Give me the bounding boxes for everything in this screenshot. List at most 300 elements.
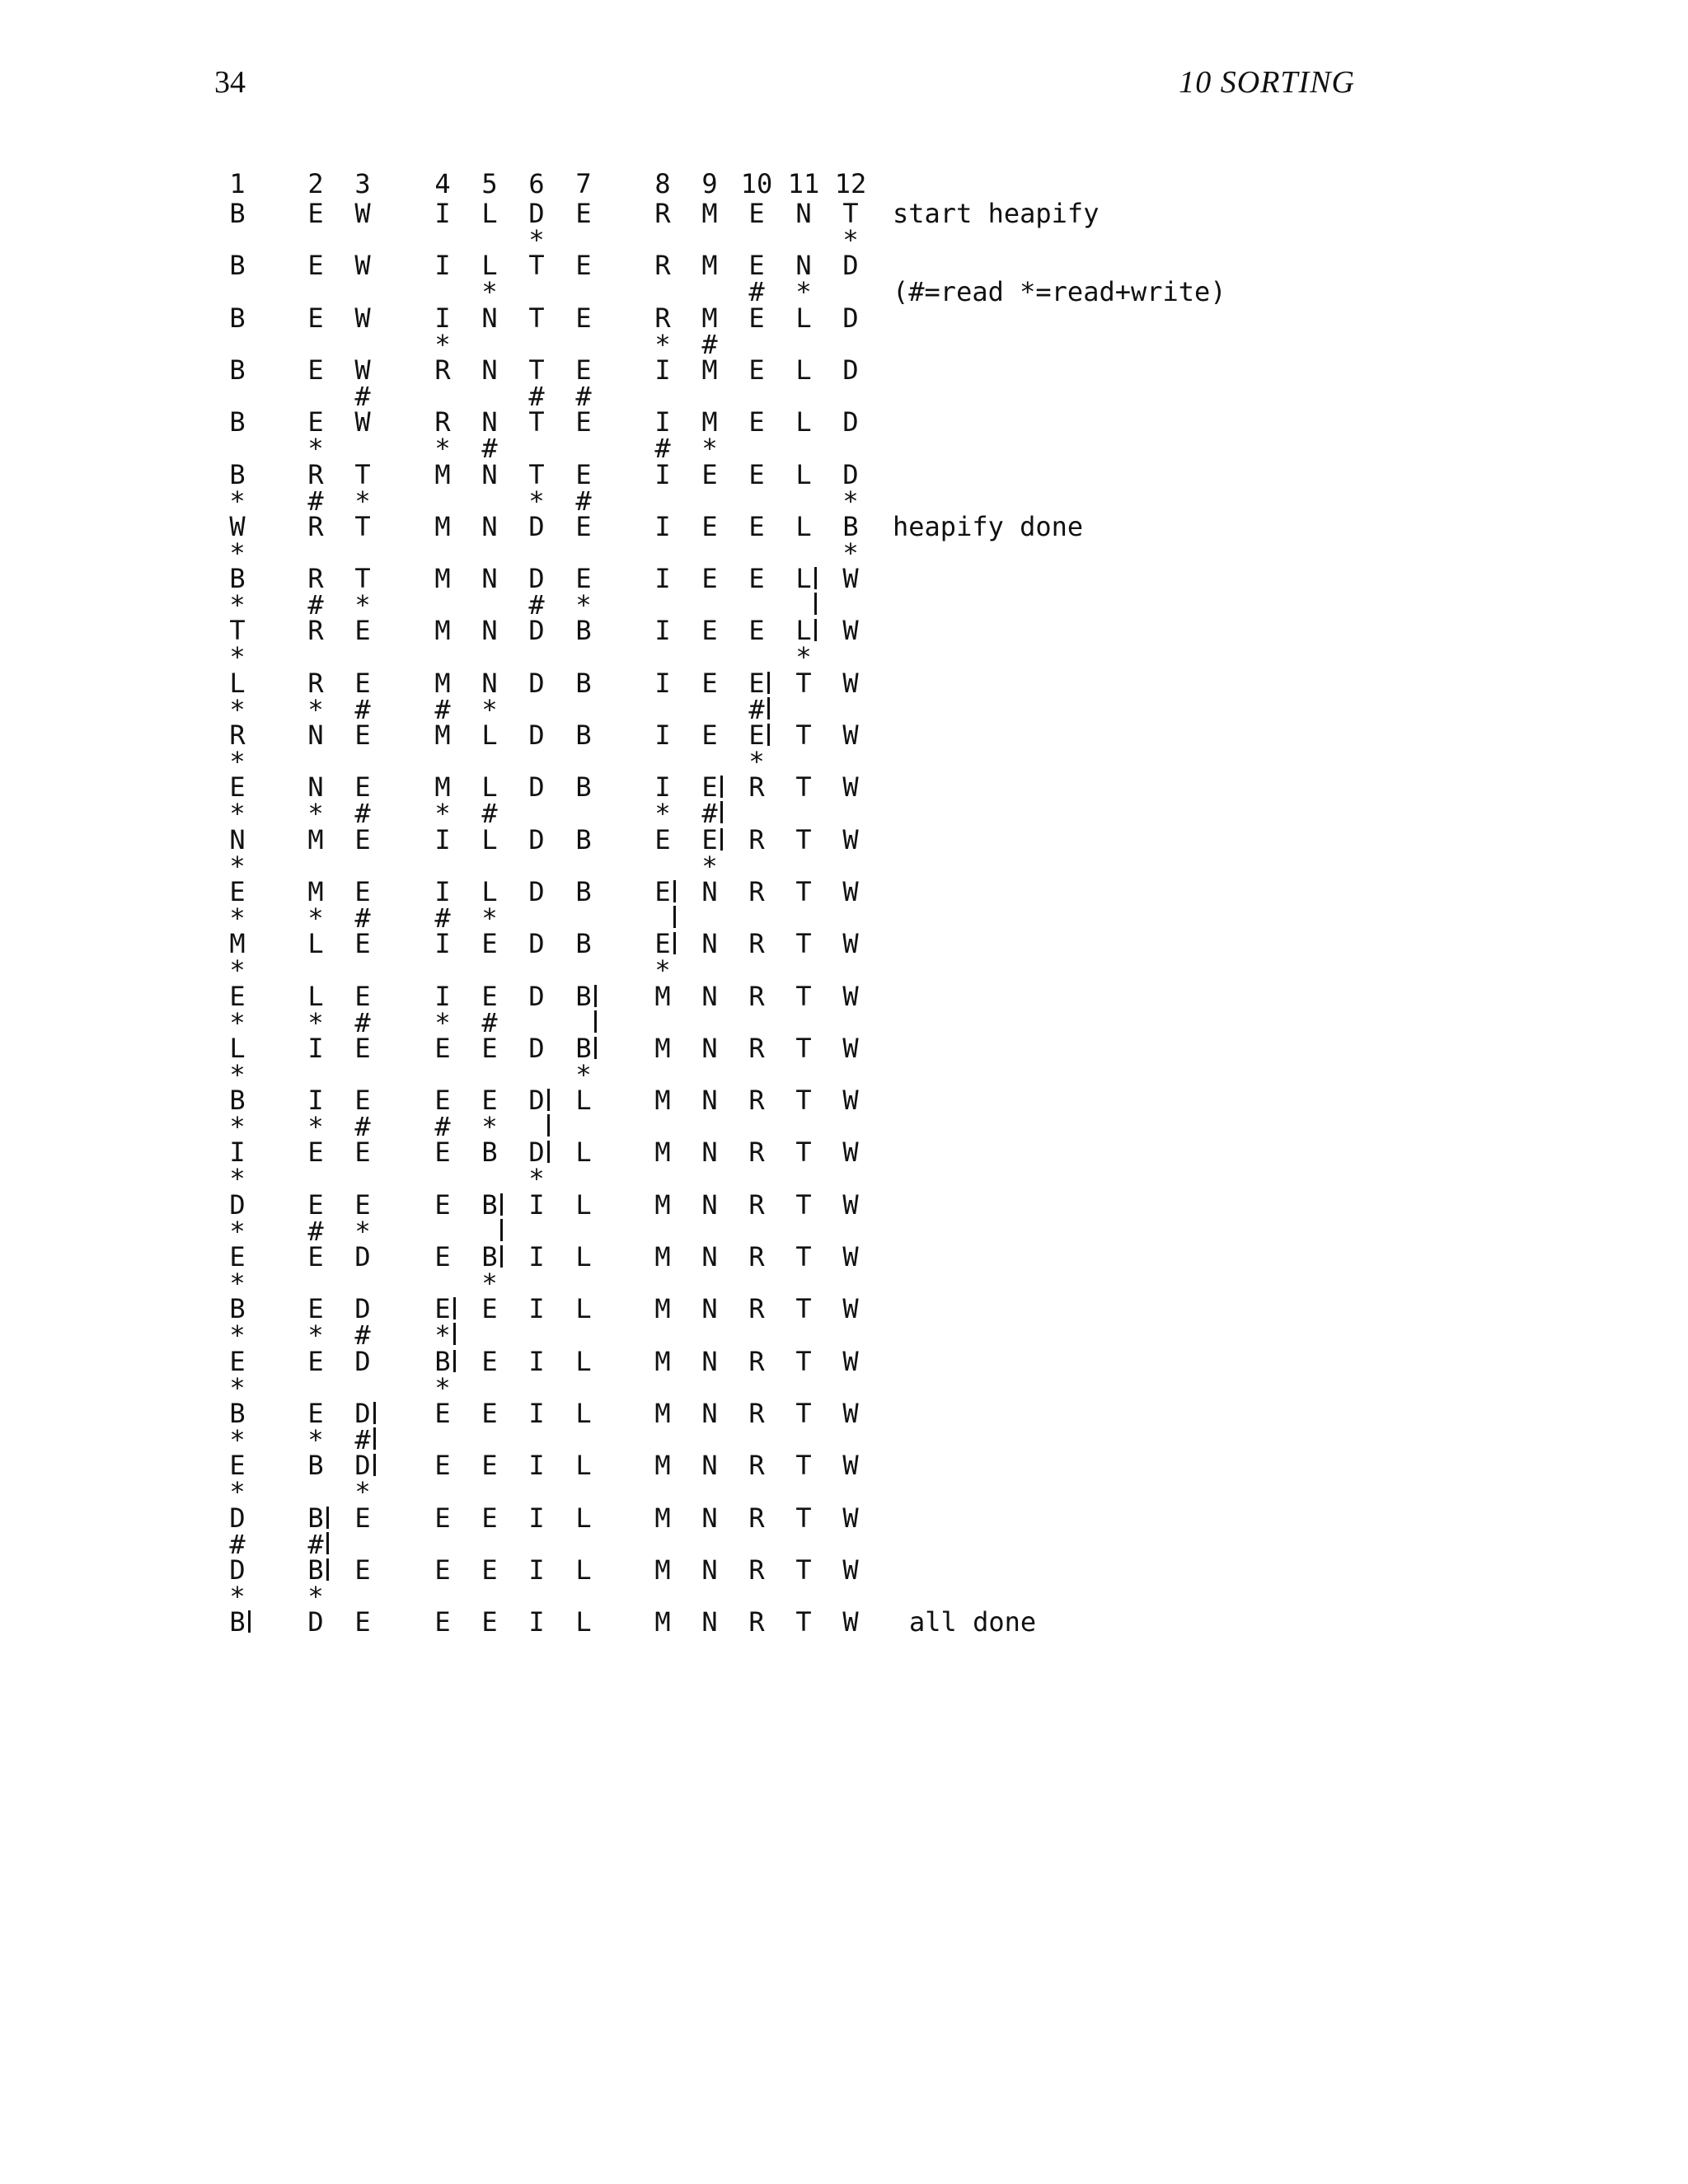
array-cell: L: [575, 1137, 592, 1169]
write-mark: *: [229, 1111, 246, 1143]
array-cell: N: [481, 667, 498, 699]
write-mark: *: [307, 798, 324, 830]
read-mark: #: [354, 1319, 371, 1352]
array-cell: E: [354, 1032, 371, 1064]
array-cell: W: [354, 250, 371, 282]
array-cell: E: [354, 1188, 371, 1221]
array-cell: M: [701, 198, 718, 229]
array-cell: M: [307, 823, 324, 855]
write-mark: *: [307, 1006, 324, 1038]
write-mark: *: [481, 1111, 498, 1143]
array-cell: R: [748, 928, 765, 960]
read-mark: #: [307, 1215, 324, 1247]
array-cell: W: [842, 719, 859, 751]
write-mark: *: [354, 589, 371, 621]
array-cell: R: [748, 1606, 765, 1638]
array-cell: I: [434, 980, 451, 1012]
write-mark: *: [528, 224, 545, 255]
array-cell: E: [575, 563, 592, 595]
array-cell: W: [842, 1606, 859, 1638]
array-cell: N: [701, 1293, 718, 1325]
array-cell: T: [795, 667, 812, 699]
array-cell: I: [528, 1554, 545, 1586]
array-cell: B: [229, 1606, 246, 1638]
sorted-boundary-bar: [720, 828, 723, 851]
array-cell: I: [528, 1293, 545, 1325]
array-cell: M: [654, 1345, 671, 1377]
array-cell: E: [748, 458, 765, 490]
array-cell: L: [575, 1397, 592, 1429]
array-cell: E: [701, 615, 718, 647]
array-cell: E: [307, 1345, 324, 1377]
array-cell: R: [748, 823, 765, 855]
array-cell: W: [842, 1188, 859, 1221]
array-cell: N: [481, 510, 498, 542]
array-cell: E: [354, 1085, 371, 1117]
array-cell: E: [354, 1137, 371, 1169]
array-cell: E: [354, 771, 371, 804]
read-mark: #: [481, 798, 498, 830]
array-cell: T: [795, 1502, 812, 1534]
sorted-boundary-bar: [373, 1454, 376, 1476]
array-cell: M: [654, 1085, 671, 1117]
write-mark: *: [307, 1319, 324, 1352]
array-cell: W: [842, 1085, 859, 1117]
trace-annotation: (#=read *=read+write): [893, 276, 1226, 308]
array-cell: E: [748, 250, 765, 282]
column-header: 12: [834, 168, 867, 199]
array-cell: D: [528, 875, 545, 907]
trace-annotation: all done: [909, 1606, 1037, 1638]
write-mark: *: [654, 798, 671, 830]
array-cell: E: [654, 928, 671, 960]
array-cell: D: [528, 771, 545, 804]
array-cell: M: [654, 980, 671, 1012]
sorted-boundary-bar: [673, 880, 676, 902]
array-cell: M: [701, 250, 718, 282]
array-cell: M: [654, 1450, 671, 1482]
array-cell: R: [748, 1450, 765, 1482]
sorted-boundary-bar: [500, 1219, 503, 1241]
array-cell: L: [795, 510, 812, 542]
array-cell: E: [575, 406, 592, 438]
sorted-boundary-bar: [326, 1558, 329, 1581]
array-cell: T: [795, 1345, 812, 1377]
array-cell: I: [229, 1137, 246, 1169]
array-cell: M: [654, 1606, 671, 1638]
array-cell: E: [229, 875, 246, 907]
array-cell: D: [229, 1502, 246, 1534]
write-mark: *: [434, 433, 451, 465]
array-cell: R: [748, 875, 765, 907]
array-cell: E: [434, 1397, 451, 1429]
write-mark: *: [229, 641, 246, 673]
sorted-boundary-bar: [326, 1532, 329, 1554]
array-cell: E: [575, 510, 592, 542]
array-cell: E: [307, 1137, 324, 1169]
array-cell: B: [229, 1397, 246, 1429]
read-mark: #: [354, 1423, 371, 1455]
array-cell: M: [701, 354, 718, 386]
array-cell: E: [701, 771, 718, 804]
read-mark: #: [434, 693, 451, 725]
page-number: 34: [214, 65, 246, 100]
array-cell: E: [701, 563, 718, 595]
array-cell: E: [701, 667, 718, 699]
array-cell: E: [701, 823, 718, 855]
array-cell: L: [575, 1502, 592, 1534]
array-cell: B: [229, 354, 246, 386]
array-cell: N: [701, 1606, 718, 1638]
array-cell: E: [307, 1397, 324, 1429]
array-cell: L: [229, 667, 246, 699]
read-mark: #: [748, 693, 765, 725]
sorted-boundary-bar: [500, 1245, 503, 1268]
array-cell: M: [654, 1554, 671, 1586]
array-cell: E: [434, 1502, 451, 1534]
array-cell: M: [701, 302, 718, 334]
array-cell: L: [575, 1345, 592, 1377]
array-cell: T: [795, 1397, 812, 1429]
array-cell: I: [307, 1085, 324, 1117]
array-cell: L: [575, 1293, 592, 1325]
array-cell: T: [795, 875, 812, 907]
array-cell: W: [842, 1345, 859, 1377]
array-cell: M: [654, 1293, 671, 1325]
array-cell: D: [842, 458, 859, 490]
array-cell: R: [748, 1032, 765, 1064]
sorted-boundary-bar: [767, 724, 770, 746]
write-mark: *: [481, 693, 498, 725]
array-cell: B: [307, 1502, 324, 1534]
array-cell: I: [528, 1450, 545, 1482]
array-cell: N: [481, 458, 498, 490]
write-mark: *: [481, 902, 498, 934]
array-cell: E: [748, 302, 765, 334]
array-cell: I: [434, 250, 451, 282]
array-cell: E: [354, 980, 371, 1012]
array-cell: E: [481, 1032, 498, 1064]
array-cell: R: [654, 302, 671, 334]
array-cell: E: [434, 1137, 451, 1169]
array-cell: N: [701, 1188, 718, 1221]
sorted-boundary-bar: [814, 619, 817, 641]
array-cell: R: [748, 1137, 765, 1169]
array-cell: W: [842, 1241, 859, 1272]
array-cell: E: [654, 823, 671, 855]
array-cell: T: [528, 354, 545, 386]
write-mark: *: [229, 1476, 246, 1508]
array-cell: E: [434, 1450, 451, 1482]
column-header: 6: [528, 168, 545, 199]
array-cell: L: [307, 928, 324, 960]
array-cell: I: [654, 667, 671, 699]
array-cell: T: [842, 198, 859, 229]
array-cell: I: [434, 875, 451, 907]
array-cell: L: [795, 302, 812, 334]
array-cell: D: [528, 667, 545, 699]
array-cell: B: [229, 406, 246, 438]
running-head: 10 SORTING: [1179, 65, 1355, 100]
array-cell: E: [229, 1345, 246, 1377]
array-cell: R: [654, 250, 671, 282]
array-cell: T: [528, 250, 545, 282]
trace-annotation: heapify done: [893, 510, 1084, 542]
sorted-boundary-bar: [814, 567, 817, 589]
array-cell: M: [654, 1188, 671, 1221]
write-mark: *: [307, 1423, 324, 1455]
array-cell: E: [354, 823, 371, 855]
write-mark: *: [748, 746, 765, 777]
array-cell: E: [481, 1606, 498, 1638]
write-mark: *: [842, 485, 859, 517]
array-cell: E: [481, 1554, 498, 1586]
write-mark: *: [229, 1371, 246, 1404]
write-mark: *: [229, 1580, 246, 1612]
sorted-boundary-bar: [453, 1323, 456, 1345]
read-mark: #: [354, 380, 371, 412]
write-mark: *: [229, 1268, 246, 1299]
array-cell: I: [528, 1241, 545, 1272]
write-mark: *: [229, 589, 246, 621]
array-cell: I: [434, 823, 451, 855]
array-cell: E: [354, 615, 371, 647]
sorted-boundary-bar: [547, 1114, 550, 1137]
array-cell: L: [575, 1085, 592, 1117]
array-cell: T: [795, 1137, 812, 1169]
array-cell: M: [434, 615, 451, 647]
write-mark: *: [229, 850, 246, 882]
array-cell: T: [354, 563, 371, 595]
array-cell: N: [481, 302, 498, 334]
read-mark: #: [354, 693, 371, 725]
array-cell: B: [229, 302, 246, 334]
array-cell: W: [842, 823, 859, 855]
array-cell: M: [229, 928, 246, 960]
array-cell: R: [748, 1502, 765, 1534]
array-cell: T: [795, 928, 812, 960]
array-cell: E: [307, 1241, 324, 1272]
array-cell: B: [575, 928, 592, 960]
sorted-boundary-bar: [500, 1193, 503, 1216]
sorted-boundary-bar: [594, 985, 597, 1007]
array-cell: M: [654, 1502, 671, 1534]
column-header: 5: [481, 168, 498, 199]
array-cell: T: [229, 615, 246, 647]
write-mark: *: [701, 850, 718, 882]
array-cell: M: [654, 1032, 671, 1064]
array-cell: E: [748, 563, 765, 595]
write-mark: *: [229, 954, 246, 987]
array-cell: B: [575, 615, 592, 647]
column-header: 9: [701, 168, 718, 199]
write-mark: *: [842, 224, 859, 255]
array-cell: B: [229, 1085, 246, 1117]
read-mark: #: [434, 1111, 451, 1143]
read-mark: #: [307, 485, 324, 517]
read-mark: #: [481, 433, 498, 465]
write-mark: *: [229, 537, 246, 569]
array-cell: N: [701, 1241, 718, 1272]
write-mark: *: [229, 902, 246, 934]
array-cell: B: [842, 510, 859, 542]
array-cell: L: [307, 980, 324, 1012]
array-cell: E: [229, 1241, 246, 1272]
array-cell: E: [354, 875, 371, 907]
array-cell: L: [795, 354, 812, 386]
write-mark: *: [434, 328, 451, 360]
array-cell: T: [795, 1293, 812, 1325]
array-cell: I: [528, 1502, 545, 1534]
array-cell: M: [434, 510, 451, 542]
array-cell: R: [748, 1554, 765, 1586]
array-cell: E: [434, 1293, 451, 1325]
array-cell: L: [481, 719, 498, 751]
array-cell: N: [481, 406, 498, 438]
array-cell: E: [748, 510, 765, 542]
array-cell: T: [795, 719, 812, 751]
array-cell: E: [307, 354, 324, 386]
array-cell: L: [481, 771, 498, 804]
read-mark: #: [575, 380, 592, 412]
page-header: [0, 64, 1688, 105]
array-cell: D: [528, 823, 545, 855]
array-cell: R: [748, 1188, 765, 1221]
array-cell: E: [575, 354, 592, 386]
array-cell: B: [575, 823, 592, 855]
array-cell: D: [842, 354, 859, 386]
array-cell: R: [748, 771, 765, 804]
array-cell: N: [701, 1450, 718, 1482]
array-cell: T: [795, 980, 812, 1012]
array-cell: E: [481, 980, 498, 1012]
array-cell: M: [654, 1137, 671, 1169]
array-cell: M: [434, 719, 451, 751]
write-mark: *: [575, 589, 592, 621]
array-cell: E: [307, 1293, 324, 1325]
read-mark: #: [229, 1528, 246, 1560]
array-cell: N: [701, 1502, 718, 1534]
array-cell: R: [434, 354, 451, 386]
array-cell: L: [575, 1450, 592, 1482]
array-cell: E: [434, 1085, 451, 1117]
sorted-boundary-bar: [547, 1089, 550, 1111]
array-cell: T: [795, 1085, 812, 1117]
array-cell: B: [575, 667, 592, 699]
write-mark: *: [229, 1215, 246, 1247]
array-cell: E: [654, 875, 671, 907]
sorted-boundary-bar: [326, 1507, 329, 1529]
write-mark: *: [434, 1371, 451, 1404]
array-cell: D: [528, 615, 545, 647]
array-cell: D: [354, 1450, 371, 1482]
write-mark: *: [701, 433, 718, 465]
array-cell: D: [528, 510, 545, 542]
sorted-boundary-bar: [673, 906, 676, 928]
array-cell: L: [575, 1241, 592, 1272]
read-mark: #: [354, 798, 371, 830]
array-cell: E: [434, 1554, 451, 1586]
array-cell: B: [229, 198, 246, 229]
write-mark: *: [654, 954, 671, 987]
array-cell: L: [795, 615, 812, 647]
array-cell: T: [795, 1241, 812, 1272]
array-cell: M: [307, 875, 324, 907]
array-cell: W: [842, 1032, 859, 1064]
array-cell: E: [481, 1345, 498, 1377]
array-cell: N: [795, 250, 812, 282]
read-mark: #: [575, 485, 592, 517]
write-mark: *: [229, 485, 246, 517]
sorted-boundary-bar: [594, 1010, 597, 1033]
array-cell: L: [575, 1188, 592, 1221]
read-mark: #: [748, 276, 765, 308]
column-header: 1: [229, 168, 246, 199]
array-cell: W: [842, 875, 859, 907]
array-cell: I: [528, 1188, 545, 1221]
array-cell: E: [481, 1293, 498, 1325]
write-mark: *: [307, 1580, 324, 1612]
write-mark: *: [575, 1058, 592, 1090]
array-cell: I: [434, 928, 451, 960]
array-cell: R: [307, 667, 324, 699]
array-cell: R: [748, 1241, 765, 1272]
array-cell: T: [528, 458, 545, 490]
array-cell: I: [654, 719, 671, 751]
array-cell: B: [434, 1345, 451, 1377]
array-cell: E: [354, 1554, 371, 1586]
array-cell: T: [795, 771, 812, 804]
array-cell: W: [842, 1137, 859, 1169]
array-cell: N: [701, 1554, 718, 1586]
array-cell: E: [229, 980, 246, 1012]
write-mark: *: [307, 433, 324, 465]
array-cell: W: [842, 1554, 859, 1586]
array-cell: E: [701, 458, 718, 490]
array-cell: D: [307, 1606, 324, 1638]
array-cell: M: [654, 1397, 671, 1429]
array-cell: W: [842, 928, 859, 960]
array-cell: D: [229, 1188, 246, 1221]
array-cell: L: [575, 1606, 592, 1638]
read-mark: #: [701, 798, 718, 830]
array-cell: B: [229, 563, 246, 595]
array-cell: E: [434, 1241, 451, 1272]
array-cell: E: [354, 667, 371, 699]
read-mark: #: [354, 1006, 371, 1038]
array-cell: T: [795, 1450, 812, 1482]
array-cell: I: [528, 1606, 545, 1638]
array-cell: T: [354, 458, 371, 490]
write-mark: *: [354, 1215, 371, 1247]
array-cell: M: [434, 667, 451, 699]
array-cell: I: [434, 198, 451, 229]
array-cell: D: [842, 406, 859, 438]
array-cell: N: [481, 354, 498, 386]
array-cell: N: [229, 823, 246, 855]
array-cell: W: [354, 406, 371, 438]
array-cell: N: [481, 563, 498, 595]
write-mark: *: [842, 537, 859, 569]
array-cell: B: [229, 458, 246, 490]
array-cell: T: [528, 406, 545, 438]
array-cell: I: [654, 563, 671, 595]
array-cell: D: [354, 1293, 371, 1325]
array-cell: M: [434, 458, 451, 490]
array-cell: I: [528, 1397, 545, 1429]
array-cell: D: [354, 1241, 371, 1272]
column-header: 7: [575, 168, 592, 199]
